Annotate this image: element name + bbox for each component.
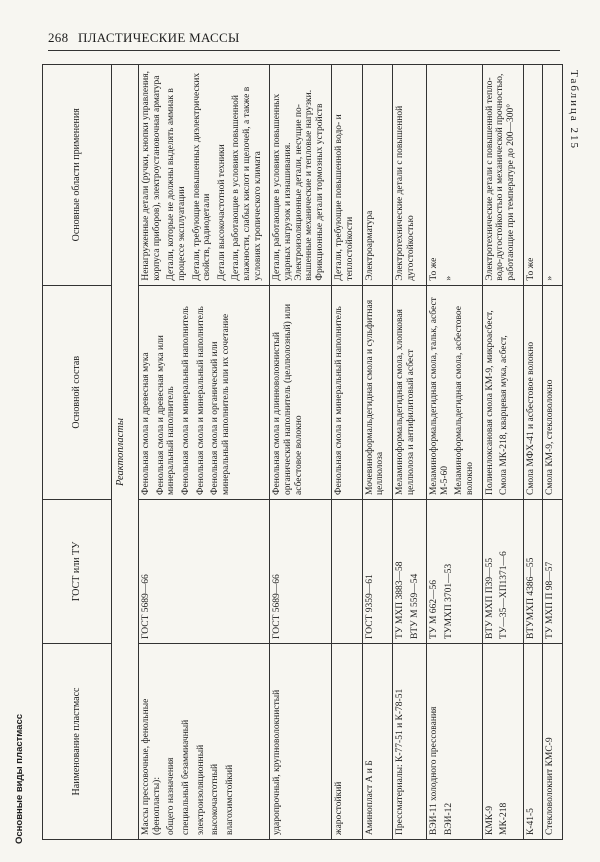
column-header: ГОСТ или ТУ: [43, 499, 112, 643]
cell-text: Аминопласт А и Б: [364, 760, 375, 835]
cell-text: Детали, которые не должны выделять аммиак в процессе эксплуатации: [166, 88, 187, 281]
table-cell-gost: [543, 499, 563, 643]
cell-text: К-41-5: [525, 808, 536, 835]
table-cell-gost: [392, 499, 426, 643]
cell-text: ВЭИ-12: [443, 802, 454, 835]
table-cell-gost: [427, 499, 483, 643]
rotated-table-wrapper: [42, 64, 556, 840]
table-cell-gost: [332, 499, 362, 643]
table-row: [270, 65, 332, 840]
page-header: [48, 30, 560, 46]
table-cell-application: [332, 65, 362, 286]
cell-text: ГОСТ 5689—66: [141, 574, 151, 639]
cell-text: Смола МФХ-41 и асбестовое волокно: [525, 341, 536, 495]
cell-text: ТУ М 662—56: [429, 579, 440, 639]
cell-text: Фенольная смола и древесная мука: [141, 352, 151, 495]
cell-text: Детали, требующие повышенных диэлектрических свойств, радиодетали: [191, 72, 213, 281]
section-label: Реактопласты: [115, 418, 126, 486]
cell-text: высокочастотный: [210, 763, 221, 835]
section-title: [112, 65, 139, 840]
cell-text: ГОСТ 9359—61: [364, 574, 375, 639]
cell-text: Детали высокочастотной техники: [216, 144, 227, 281]
table-row: [392, 65, 426, 840]
cell-text: Электротехнические детали с повышенной тепло-водо-дугостойкостью и механической прочностью, работающие при температуре до 200—300°: [484, 73, 516, 281]
cell-text: Детали, работающие в условиях повышенных ударных нагрузок и изнашивания. Электроизоляционные детали, несущие повышенные механические и тепловые нагрузки. Фрикционные детали тормозных устройств: [272, 89, 325, 281]
section-row: [112, 65, 139, 840]
cell-text: ВТУМХП 4386—55: [525, 557, 536, 639]
cell-text: Смола КМ-9, стекловолокно: [545, 379, 556, 495]
column-header: Основной состав: [43, 285, 112, 499]
cell-text: Фенольная смола и органический или минеральный наполнитель или их сочетание: [210, 313, 231, 495]
table-cell-gost: [482, 499, 523, 643]
cell-text: То же: [525, 257, 536, 281]
table-cell-gost: [523, 499, 543, 643]
table-cell-name: [362, 643, 392, 839]
cell-text: специальный безаммиачный: [180, 719, 191, 835]
cell-text: Прессматериалы: К-77-51 и К-78-51: [394, 688, 405, 835]
table-row: [139, 65, 270, 840]
column-header: Наименование пластмасс: [43, 643, 112, 839]
cell-text: ТУ—35—ХП1371—6: [499, 551, 510, 639]
cell-text: Фенольная смола и древесная мука или минеральный наполнитель: [155, 335, 177, 495]
table-cell-application: [270, 65, 332, 286]
cell-text: Детали, работающие в условиях повышенной влажности, слабых кислот и щелочей, а также в условиях тропического климата: [231, 86, 263, 281]
header-rule: [48, 50, 560, 51]
column-header: Основные области применения: [43, 65, 112, 286]
cell-text: Мочевиноформальдегидная смола и сульфитная целлюлоза: [364, 299, 386, 495]
table-cell-name: [139, 643, 270, 839]
table-cell-application: [482, 65, 523, 286]
table-cell-composition: [332, 285, 362, 499]
table-caption: Основные виды пластмасс: [14, 713, 25, 844]
cell-text: Массы прессовочные, фенольные (фенопласты):: [141, 698, 162, 835]
table-row: [362, 65, 392, 840]
cell-text: ТУМХП 3701—53: [443, 563, 454, 639]
table-number: Таблица 215: [568, 70, 580, 151]
cell-text: Смола МК-218, кварцевая мука, асбест,: [499, 335, 510, 495]
table-cell-composition: [139, 285, 270, 499]
table-cell-composition: [543, 285, 563, 499]
cell-text: Электротехнические детали с повышенной дугостойкостью: [394, 105, 416, 281]
cell-text: ВЭИ-11 холодного прессования: [429, 706, 440, 835]
table-cell-gost: [362, 499, 392, 643]
table-cell-composition: [270, 285, 332, 499]
cell-text: Меламиноформальдегидная смола, асбестовое волокно: [454, 306, 475, 495]
table-cell-application: [139, 65, 270, 286]
table-cell-composition: [362, 285, 392, 499]
cell-text: То же: [429, 257, 440, 281]
cell-text: ТУ МХП 3883—58: [394, 561, 405, 639]
table-cell-composition: [392, 285, 426, 499]
cell-text: ВТУ МХП П39—55: [484, 557, 495, 639]
table-row: [427, 65, 483, 840]
table-cell-application: [362, 65, 392, 286]
cell-text: КМК-9: [484, 805, 495, 835]
table-row: [523, 65, 543, 840]
cell-text: МК-218: [499, 802, 510, 835]
table-cell-name: [270, 643, 332, 839]
table-cell-application: [427, 65, 483, 286]
cell-text: »: [545, 275, 556, 281]
table-row: [543, 65, 563, 840]
cell-text: Электроарматура: [364, 210, 375, 281]
cell-text: Меламиноформальдегидная смола, хлопковая целлюлоза и антифилитовый асбест: [394, 309, 416, 495]
table-cell-gost: [139, 499, 270, 643]
cell-text: ГОСТ 5689—66: [272, 574, 283, 639]
cell-text: электроизоляционный: [195, 744, 206, 835]
table-cell-application: [392, 65, 426, 286]
cell-text: Фенольная смола и длинноволокнистый органический наполнитель (целлюлозный) или асбестовое волокно: [272, 303, 304, 495]
cell-text: влагохимстойкий: [224, 764, 235, 835]
cell-text: Фенольная смола и минеральный наполнитель: [334, 306, 345, 495]
cell-text: Меламиноформальдегидная смола, тальк, асбест М-5-60: [429, 297, 450, 495]
table-cell-composition: [482, 285, 523, 499]
table-cell-gost: [270, 499, 332, 643]
table-cell-name: [427, 643, 483, 839]
table-cell-application: [523, 65, 543, 286]
page-title: ПЛАСТИЧЕСКИЕ МАССЫ: [77, 30, 240, 45]
table-cell-name: [332, 643, 362, 839]
table-cell-composition: [427, 285, 483, 499]
cell-text: Детали, требующие повышенной водо- и теплостойкости: [334, 114, 355, 281]
table-cell-name: [392, 643, 426, 839]
cell-text: Полиенлоксановая смола КМ-9, микроасбест,: [484, 310, 495, 495]
page-number: 268: [48, 30, 69, 45]
table-row: [482, 65, 523, 840]
cell-text: Ненагруженные детали (ручки, кнопки управления, корпуса приборов), электроустановочная арматура: [141, 71, 162, 281]
table-cell-name: [523, 643, 543, 839]
plastics-table: [42, 64, 563, 840]
table-row: [332, 65, 362, 840]
table-body: [112, 65, 563, 840]
cell-text: ВТУ М 559—54: [409, 573, 420, 639]
cell-text: жаростойкий: [334, 781, 345, 835]
cell-text: Стекловолокнит КМС-9: [545, 737, 556, 835]
table-cell-application: [543, 65, 563, 286]
cell-text: ТУ МХП П 98—57: [545, 561, 556, 639]
table-cell-name: [543, 643, 563, 839]
cell-text: Фенольная смола и минеральный наполнитель: [195, 306, 206, 495]
cell-text: общего назначения: [166, 757, 177, 835]
table-cell-composition: [523, 285, 543, 499]
table-header-row: [43, 65, 112, 840]
cell-text: »: [443, 275, 454, 281]
cell-text: ударопрочный, крупноволокнистый: [272, 689, 283, 835]
cell-text: Фенольная смола и минеральный наполнитель: [180, 306, 191, 495]
table-cell-name: [482, 643, 523, 839]
